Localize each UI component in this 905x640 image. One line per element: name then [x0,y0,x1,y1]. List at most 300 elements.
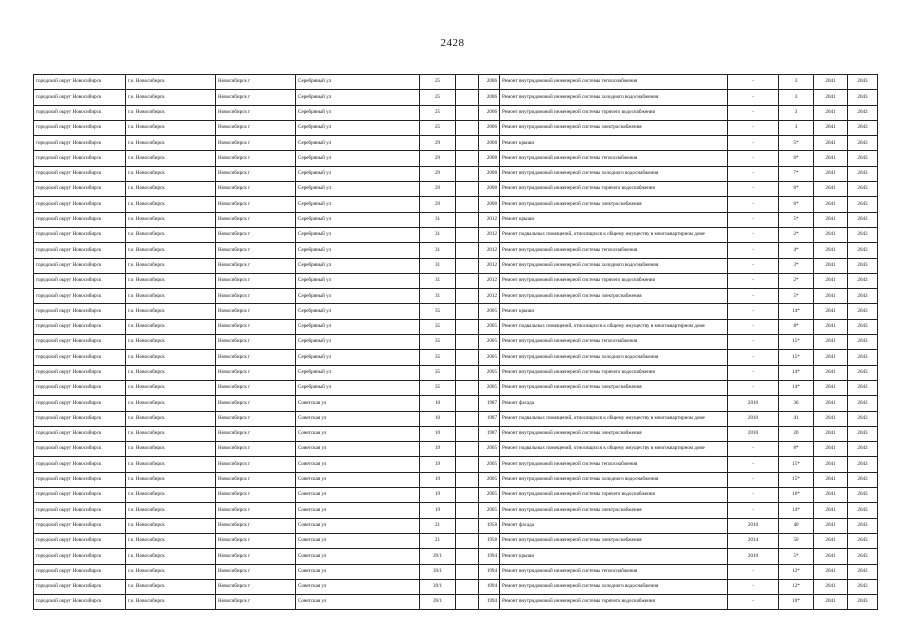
cell-settlement: г.о. Новосибирск [126,227,216,242]
cell-house-number: 29 [420,197,456,212]
cell-last-repair-year: - [728,488,779,503]
cell-street: Серебряный ул [296,90,420,105]
cell-last-repair-year: 2010 [728,549,779,564]
table-row [34,457,878,472]
cell-municipality: городской округ Новосибирск [34,289,126,304]
cell-locality: Новосибирск г [216,258,296,273]
cell-street: Советская ул [296,411,420,426]
cell-locality: Новосибирск г [216,396,296,411]
cell-building [456,503,479,518]
cell-settlement: г.о. Новосибирск [126,411,216,426]
cell-work-type: Ремонт внутридомовой инженерной системы горячего водоснабжения [500,488,728,503]
cell-last-repair-year: - [728,258,779,273]
cell-settlement: г.о. Новосибирск [126,90,216,105]
cell-plan-end-year: 2043 [848,564,878,579]
cell-plan-end-year: 2043 [848,289,878,304]
cell-settlement: г.о. Новосибирск [126,166,216,181]
cell-last-repair-year: - [728,227,779,242]
cell-work-type: Ремонт внутридомовой инженерной системы холодного водоснабжения [500,350,728,365]
cell-building [456,579,479,594]
cell-street: Советская ул [296,442,420,457]
cell-wear-percent: 15* [779,335,814,350]
cell-municipality: городской округ Новосибирск [34,227,126,242]
cell-last-repair-year: - [728,90,779,105]
cell-plan-end-year: 2043 [848,488,878,503]
cell-last-repair-year: - [728,182,779,197]
cell-plan-end-year: 2043 [848,227,878,242]
cell-settlement: г.о. Новосибирск [126,182,216,197]
cell-last-repair-year: 2014 [728,533,779,548]
cell-commission-year: 2005 [479,335,500,350]
cell-locality: Новосибирск г [216,426,296,441]
cell-plan-end-year: 2043 [848,75,878,90]
cell-house-number: 31 [420,212,456,227]
cell-locality: Новосибирск г [216,365,296,380]
cell-plan-end-year: 2043 [848,243,878,258]
cell-locality: Новосибирск г [216,75,296,90]
table-row [34,151,878,166]
table-row [34,595,878,610]
cell-wear-percent: 16* [779,488,814,503]
cell-street: Советская ул [296,457,420,472]
cell-plan-start-year: 2041 [814,335,848,350]
cell-locality: Новосибирск г [216,227,296,242]
cell-commission-year: 2005 [479,472,500,487]
cell-street: Серебряный ул [296,227,420,242]
cell-municipality: городской округ Новосибирск [34,579,126,594]
table-row [34,304,878,319]
cell-street: Серебряный ул [296,197,420,212]
cell-last-repair-year: - [728,105,779,120]
cell-plan-end-year: 2043 [848,533,878,548]
cell-last-repair-year: - [728,319,779,334]
cell-wear-percent: 2* [779,227,814,242]
cell-house-number: 21 [420,518,456,533]
cell-street: Серебряный ул [296,212,420,227]
cell-building [456,472,479,487]
cell-settlement: г.о. Новосибирск [126,595,216,610]
cell-settlement: г.о. Новосибирск [126,518,216,533]
cell-locality: Новосибирск г [216,595,296,610]
cell-municipality: городской округ Новосибирск [34,166,126,181]
cell-plan-start-year: 2041 [814,457,848,472]
cell-wear-percent: 8* [779,319,814,334]
cell-wear-percent: 8* [779,442,814,457]
cell-municipality: городской округ Новосибирск [34,258,126,273]
cell-street: Серебряный ул [296,304,420,319]
cell-commission-year: 2006 [479,120,500,135]
cell-building [456,90,479,105]
cell-commission-year: 1987 [479,396,500,411]
cell-commission-year: 2005 [479,457,500,472]
table-row [34,518,878,533]
cell-work-type: Ремонт крыши [500,549,728,564]
cell-work-type: Ремонт подвальных помещений, относящихся к общему имуществу в многоквартирном доме [500,319,728,334]
cell-plan-start-year: 2041 [814,243,848,258]
cell-settlement: г.о. Новосибирск [126,151,216,166]
cell-wear-percent: 6* [779,151,814,166]
cell-building [456,75,479,90]
cell-street: Советская ул [296,549,420,564]
cell-commission-year: 1958 [479,533,500,548]
cell-commission-year: 1994 [479,549,500,564]
cell-work-type: Ремонт крыши [500,304,728,319]
cell-work-type: Ремонт подвальных помещений, относящихся к общему имуществу в многоквартирном доме [500,411,728,426]
cell-municipality: городской округ Новосибирск [34,549,126,564]
cell-plan-end-year: 2043 [848,182,878,197]
cell-commission-year: 2012 [479,212,500,227]
cell-commission-year: 1958 [479,518,500,533]
cell-house-number: 31 [420,227,456,242]
cell-municipality: городской округ Новосибирск [34,335,126,350]
table-row [34,549,878,564]
cell-municipality: городской округ Новосибирск [34,411,126,426]
cell-building [456,411,479,426]
cell-commission-year: 2005 [479,319,500,334]
cell-municipality: городской округ Новосибирск [34,350,126,365]
cell-wear-percent: 36 [779,396,814,411]
cell-settlement: г.о. Новосибирск [126,319,216,334]
cell-street: Советская ул [296,503,420,518]
table-row [34,273,878,288]
cell-settlement: г.о. Новосибирск [126,105,216,120]
cell-street: Советская ул [296,579,420,594]
table-row [34,442,878,457]
cell-plan-end-year: 2043 [848,549,878,564]
cell-street: Серебряный ул [296,380,420,395]
cell-municipality: городской округ Новосибирск [34,75,126,90]
cell-locality: Новосибирск г [216,549,296,564]
cell-building [456,335,479,350]
cell-house-number: 29 [420,166,456,181]
cell-building [456,273,479,288]
cell-work-type: Ремонт подвальных помещений, относящихся к общему имуществу в многоквартирном доме [500,227,728,242]
cell-last-repair-year: - [728,380,779,395]
table-row [34,533,878,548]
cell-settlement: г.о. Новосибирск [126,258,216,273]
table-row [34,105,878,120]
cell-work-type: Ремонт внутридомовой инженерной системы электроснабжения [500,120,728,135]
cell-wear-percent: 15* [779,350,814,365]
cell-settlement: г.о. Новосибирск [126,380,216,395]
cell-municipality: городской округ Новосибирск [34,136,126,151]
cell-settlement: г.о. Новосибирск [126,212,216,227]
cell-wear-percent: 2* [779,273,814,288]
cell-work-type: Ремонт подвальных помещений, относящихся к общему имуществу в многоквартирном доме [500,442,728,457]
cell-street: Серебряный ул [296,105,420,120]
cell-plan-end-year: 2043 [848,472,878,487]
cell-locality: Новосибирск г [216,442,296,457]
cell-street: Серебряный ул [296,75,420,90]
table-row [34,426,878,441]
cell-house-number: 35 [420,365,456,380]
cell-street: Советская ул [296,595,420,610]
cell-wear-percent: 3 [779,75,814,90]
cell-building [456,442,479,457]
cell-building [456,549,479,564]
cell-last-repair-year: - [728,442,779,457]
cell-municipality: городской округ Новосибирск [34,243,126,258]
cell-commission-year: 2005 [479,503,500,518]
cell-plan-end-year: 2043 [848,335,878,350]
cell-wear-percent: 6* [779,182,814,197]
cell-wear-percent: 12* [779,564,814,579]
cell-house-number: 21 [420,533,456,548]
cell-building [456,151,479,166]
cell-building [456,136,479,151]
table-row [34,197,878,212]
cell-work-type: Ремонт внутридомовой инженерной системы теплоснабжения [500,564,728,579]
cell-work-type: Ремонт внутридомовой инженерной системы теплоснабжения [500,335,728,350]
cell-last-repair-year: - [728,350,779,365]
cell-work-type: Ремонт внутридомовой инженерной системы электроснабжения [500,426,728,441]
cell-building [456,105,479,120]
cell-street: Серебряный ул [296,258,420,273]
cell-plan-end-year: 2043 [848,273,878,288]
cell-municipality: городской округ Новосибирск [34,90,126,105]
cell-locality: Новосибирск г [216,533,296,548]
cell-house-number: 10 [420,396,456,411]
cell-commission-year: 2008 [479,182,500,197]
cell-settlement: г.о. Новосибирск [126,304,216,319]
cell-last-repair-year: 2010 [728,426,779,441]
cell-plan-start-year: 2041 [814,227,848,242]
cell-work-type: Ремонт внутридомовой инженерной системы электроснабжения [500,533,728,548]
cell-wear-percent: 3* [779,258,814,273]
cell-work-type: Ремонт внутридомовой инженерной системы холодного водоснабжения [500,258,728,273]
cell-plan-end-year: 2043 [848,411,878,426]
cell-plan-end-year: 2043 [848,120,878,135]
cell-municipality: городской округ Новосибирск [34,457,126,472]
cell-wear-percent: 20 [779,426,814,441]
cell-work-type: Ремонт внутридомовой инженерной системы горячего водоснабжения [500,273,728,288]
table-row [34,396,878,411]
table-row [34,579,878,594]
cell-plan-end-year: 2043 [848,319,878,334]
cell-wear-percent: 40 [779,518,814,533]
cell-locality: Новосибирск г [216,105,296,120]
cell-building [456,365,479,380]
cell-street: Советская ул [296,564,420,579]
cell-street: Серебряный ул [296,335,420,350]
cell-last-repair-year: - [728,273,779,288]
cell-street: Советская ул [296,396,420,411]
cell-plan-start-year: 2041 [814,151,848,166]
cell-street: Серебряный ул [296,151,420,166]
cell-locality: Новосибирск г [216,289,296,304]
cell-municipality: городской округ Новосибирск [34,533,126,548]
cell-plan-start-year: 2041 [814,258,848,273]
cell-plan-start-year: 2041 [814,304,848,319]
cell-locality: Новосибирск г [216,564,296,579]
cell-building [456,197,479,212]
cell-building [456,518,479,533]
cell-work-type: Ремонт внутридомовой инженерной системы теплоснабжения [500,243,728,258]
page-number: 2428 [440,37,465,49]
cell-work-type: Ремонт внутридомовой инженерной системы холодного водоснабжения [500,472,728,487]
cell-work-type: Ремонт крыши [500,212,728,227]
cell-street: Серебряный ул [296,273,420,288]
cell-plan-start-year: 2041 [814,503,848,518]
cell-building [456,350,479,365]
table-row [34,319,878,334]
cell-commission-year: 2005 [479,380,500,395]
cell-last-repair-year: - [728,457,779,472]
cell-municipality: городской округ Новосибирск [34,197,126,212]
cell-last-repair-year: 2010 [728,396,779,411]
cell-wear-percent: 14* [779,304,814,319]
cell-building [456,182,479,197]
cell-commission-year: 1987 [479,411,500,426]
cell-plan-end-year: 2043 [848,258,878,273]
cell-plan-end-year: 2043 [848,151,878,166]
cell-work-type: Ремонт внутридомовой инженерной системы теплоснабжения [500,151,728,166]
cell-commission-year: 2006 [479,75,500,90]
cell-plan-start-year: 2041 [814,105,848,120]
cell-street: Серебряный ул [296,289,420,304]
cell-settlement: г.о. Новосибирск [126,503,216,518]
cell-last-repair-year: - [728,564,779,579]
cell-plan-start-year: 2041 [814,212,848,227]
cell-wear-percent: 3 [779,120,814,135]
cell-plan-end-year: 2043 [848,442,878,457]
cell-plan-start-year: 2041 [814,549,848,564]
table-row [34,472,878,487]
cell-house-number: 29 [420,136,456,151]
cell-wear-percent: 12* [779,579,814,594]
cell-building [456,457,479,472]
cell-commission-year: 2008 [479,151,500,166]
cell-house-number: 19 [420,503,456,518]
cell-settlement: г.о. Новосибирск [126,350,216,365]
cell-municipality: городской округ Новосибирск [34,212,126,227]
cell-work-type: Ремонт внутридомовой инженерной системы электроснабжения [500,503,728,518]
cell-house-number: 35 [420,319,456,334]
cell-municipality: городской округ Новосибирск [34,564,126,579]
cell-building [456,564,479,579]
cell-last-repair-year: - [728,151,779,166]
cell-locality: Новосибирск г [216,380,296,395]
cell-street: Серебряный ул [296,319,420,334]
cell-plan-end-year: 2043 [848,595,878,610]
table-row [34,335,878,350]
cell-plan-end-year: 2043 [848,579,878,594]
cell-work-type: Ремонт внутридомовой инженерной системы электроснабжения [500,197,728,212]
cell-work-type: Ремонт внутридомовой инженерной системы горячего водоснабжения [500,182,728,197]
cell-locality: Новосибирск г [216,197,296,212]
cell-wear-percent: 7* [779,166,814,181]
cell-work-type: Ремонт фасада [500,518,728,533]
cell-building [456,319,479,334]
cell-work-type: Ремонт внутридомовой инженерной системы теплоснабжения [500,457,728,472]
cell-wear-percent: 41 [779,411,814,426]
cell-settlement: г.о. Новосибирск [126,549,216,564]
cell-plan-start-year: 2041 [814,75,848,90]
cell-building [456,426,479,441]
cell-street: Серебряный ул [296,182,420,197]
cell-plan-end-year: 2043 [848,396,878,411]
cell-street: Серебряный ул [296,243,420,258]
cell-commission-year: 1987 [479,426,500,441]
cell-house-number: 19 [420,488,456,503]
cell-settlement: г.о. Новосибирск [126,273,216,288]
cell-house-number: 35 [420,304,456,319]
cell-house-number: 19 [420,472,456,487]
cell-work-type: Ремонт крыши [500,136,728,151]
cell-settlement: г.о. Новосибирск [126,457,216,472]
cell-locality: Новосибирск г [216,335,296,350]
table-row [34,488,878,503]
cell-commission-year: 2005 [479,442,500,457]
cell-commission-year: 2012 [479,289,500,304]
cell-plan-end-year: 2043 [848,90,878,105]
cell-locality: Новосибирск г [216,136,296,151]
cell-street: Советская ул [296,488,420,503]
cell-wear-percent: 3 [779,105,814,120]
table-row [34,289,878,304]
cell-house-number: 39/1 [420,579,456,594]
table-row [34,212,878,227]
cell-settlement: г.о. Новосибирск [126,335,216,350]
cell-last-repair-year: - [728,503,779,518]
cell-plan-end-year: 2043 [848,350,878,365]
cell-last-repair-year: - [728,197,779,212]
cell-locality: Новосибирск г [216,579,296,594]
cell-locality: Новосибирск г [216,182,296,197]
cell-commission-year: 2008 [479,197,500,212]
cell-house-number: 39/1 [420,564,456,579]
cell-last-repair-year: - [728,365,779,380]
cell-work-type: Ремонт внутридомовой инженерной системы горячего водоснабжения [500,105,728,120]
cell-last-repair-year: 2010 [728,411,779,426]
cell-building [456,227,479,242]
cell-street: Серебряный ул [296,136,420,151]
cell-plan-start-year: 2041 [814,182,848,197]
cell-commission-year: 2012 [479,227,500,242]
cell-last-repair-year: - [728,243,779,258]
cell-building [456,304,479,319]
cell-settlement: г.о. Новосибирск [126,426,216,441]
cell-work-type: Ремонт внутридомовой инженерной системы электроснабжения [500,380,728,395]
cell-house-number: 29 [420,151,456,166]
table-row [34,90,878,105]
cell-municipality: городской округ Новосибирск [34,442,126,457]
cell-municipality: городской округ Новосибирск [34,518,126,533]
cell-plan-start-year: 2041 [814,533,848,548]
cell-house-number: 35 [420,335,456,350]
cell-house-number: 19 [420,442,456,457]
cell-plan-start-year: 2041 [814,136,848,151]
cell-wear-percent: 15* [779,472,814,487]
table-row [34,258,878,273]
cell-settlement: г.о. Новосибирск [126,442,216,457]
cell-house-number: 25 [420,120,456,135]
cell-plan-start-year: 2041 [814,273,848,288]
cell-locality: Новосибирск г [216,518,296,533]
cell-plan-start-year: 2041 [814,350,848,365]
cell-settlement: г.о. Новосибирск [126,488,216,503]
table-row [34,120,878,135]
cell-plan-start-year: 2041 [814,564,848,579]
table-row [34,136,878,151]
cell-settlement: г.о. Новосибирск [126,243,216,258]
cell-plan-end-year: 2043 [848,426,878,441]
cell-commission-year: 2005 [479,350,500,365]
cell-building [456,380,479,395]
cell-house-number: 31 [420,289,456,304]
cell-wear-percent: 6* [779,197,814,212]
cell-settlement: г.о. Новосибирск [126,396,216,411]
